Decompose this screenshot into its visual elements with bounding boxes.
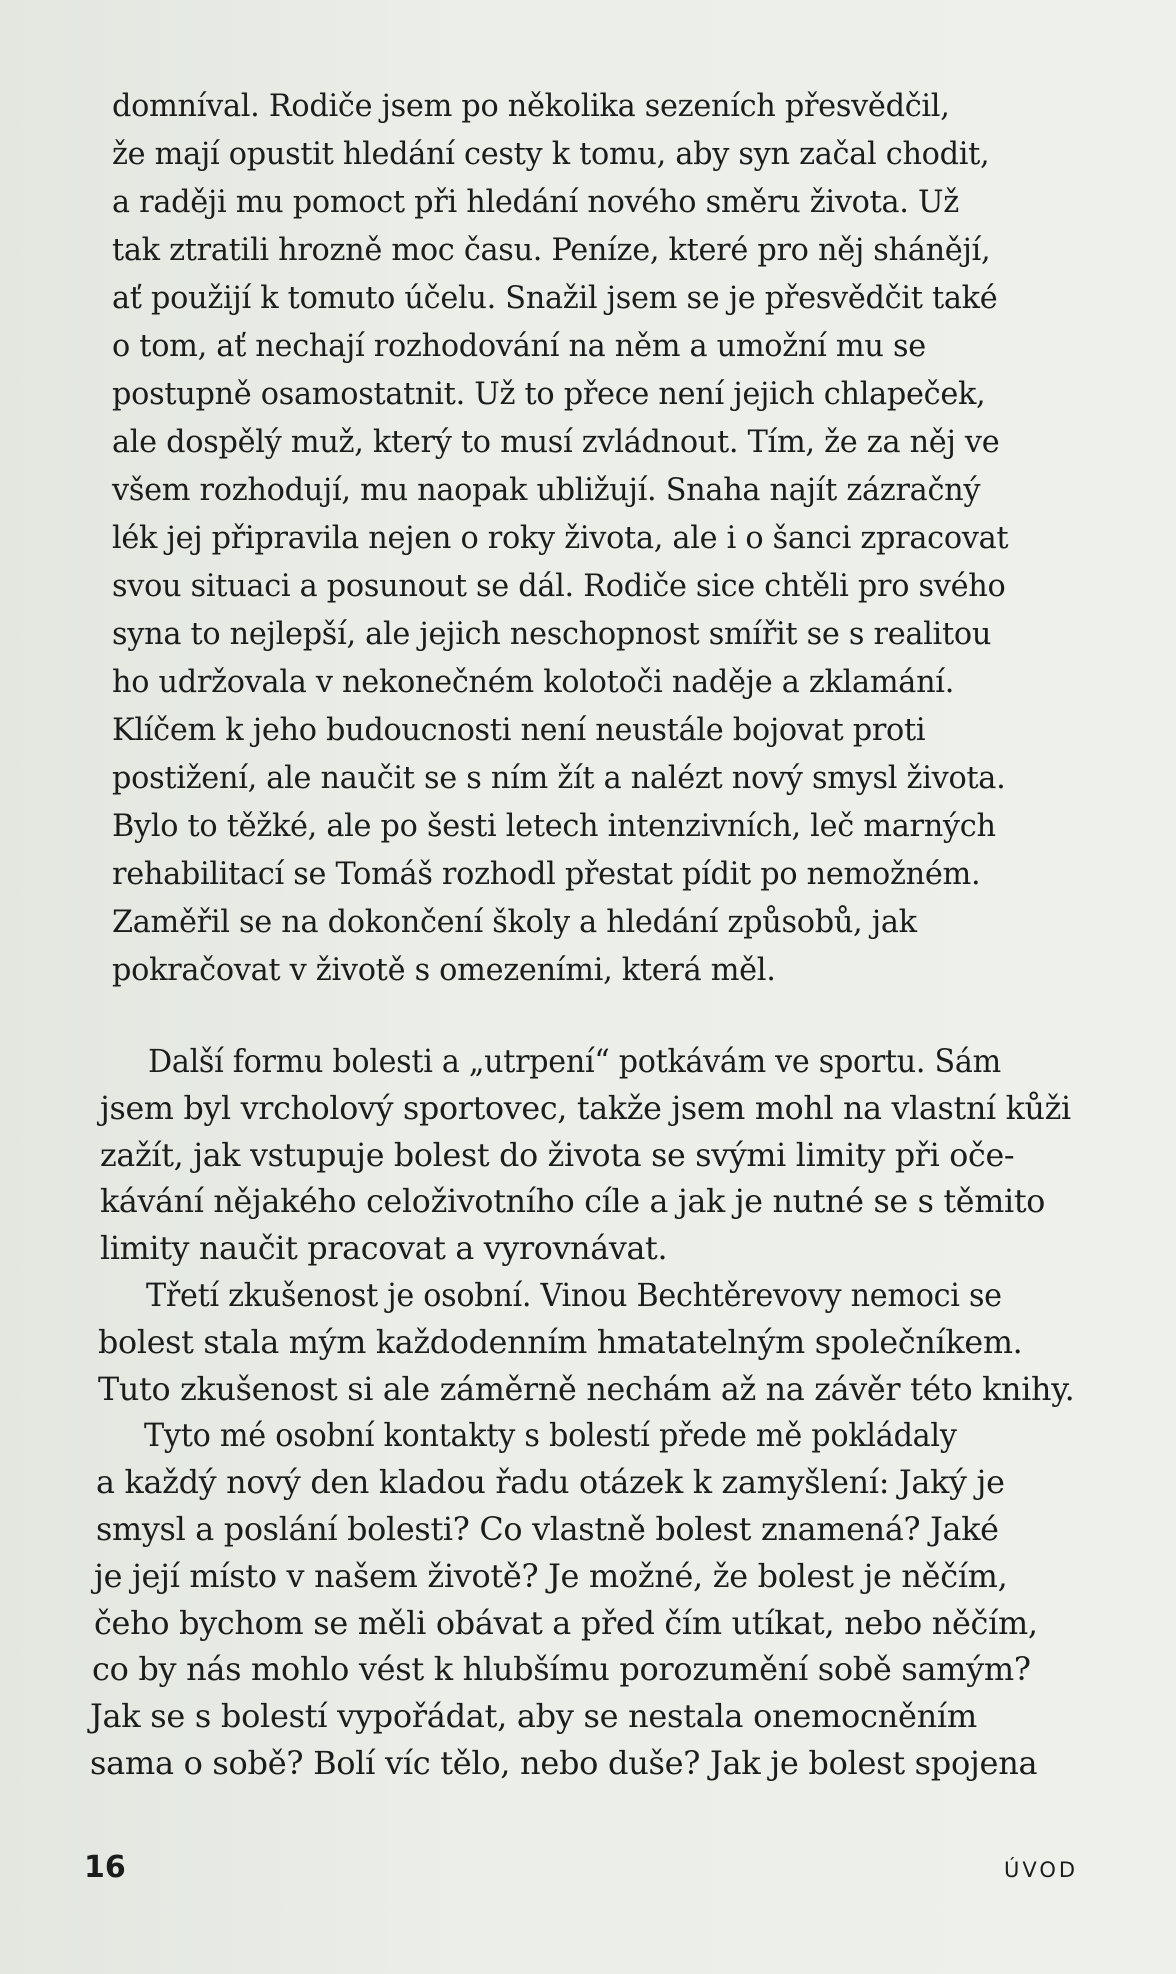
text-line: jsem byl vrcholový sportovec, takže jsem mohl na vlastní kůži: [100, 1088, 1071, 1127]
text-line: ať použijí k tomuto účelu. Snažil jsem se je přesvědčit také: [112, 280, 998, 316]
text-line: Tyto mé osobní kontakty s bolestí přede mě pokládaly: [144, 1416, 957, 1455]
section-label: ÚVOD: [1004, 1858, 1079, 1882]
text-line: postižení, ale naučit se s ním žít a nalézt nový smysl života.: [112, 760, 1006, 796]
text-line: všem rozhodují, mu naopak ubližují. Snaha najít zázračný: [112, 472, 981, 508]
text-line: je její místo v našem životě? Je možné, že bolest je něčím,: [94, 1556, 1008, 1595]
text-line: domníval. Rodiče jsem po několika sezeních přesvědčil,: [112, 88, 950, 124]
text-line: zažít, jak vstupuje bolest do života se svými limity při oče-: [100, 1135, 1015, 1174]
text-line: limity naučit pracovat a vyrovnávat.: [100, 1229, 668, 1268]
text-line: smysl a poslání bolesti? Co vlastně bolest znamená? Jaké: [96, 1509, 999, 1548]
text-line: Tuto zkušenost si ale záměrně nechám až na závěr této knihy.: [98, 1369, 1075, 1408]
text-line: pokračovat v životě s omezeními, která měl.: [112, 952, 776, 988]
text-line: Klíčem k jeho budoucnosti není neustále bojovat proti: [112, 712, 926, 748]
text-line: kávání nějakého celoživotního cíle a jak je nutné se s těmito: [100, 1182, 1046, 1221]
text-line: rehabilitací se Tomáš rozhodl přestat pídit po nemožném.: [112, 856, 981, 892]
text-line: bolest stala mým každodenním hmatatelným společníkem.: [98, 1322, 1023, 1361]
text-line: ale dospělý muž, který to musí zvládnout. Tím, že za něj ve: [112, 424, 1000, 460]
text-line: tak ztratili hrozně moc času. Peníze, které pro něj shánějí,: [112, 232, 991, 268]
text-line: Jak se s bolestí vypořádat, aby se nestala onemocněním: [90, 1697, 977, 1736]
text-line: sama o sobě? Bolí víc tělo, nebo duše? Jak je bolest spojena: [90, 1743, 1038, 1782]
page-number: 16: [84, 1850, 126, 1885]
text-line: a raději mu pomoct při hledání nového směru života. Už: [112, 184, 959, 220]
text-line: čeho bychom se měli obávat a před čím utíkat, nebo něčím,: [94, 1603, 1038, 1642]
text-line: že mají opustit hledání cesty k tomu, aby syn začal chodit,: [112, 136, 990, 172]
text-line: co by nás mohlo vést k hlubšímu porozumění sobě samým?: [92, 1650, 1031, 1689]
text-line: lék jej připravila nejen o roky života, ale i o šanci zpracovat: [112, 520, 1009, 556]
text-line: Zaměřil se na dokončení školy a hledání způsobů, jak: [112, 904, 917, 940]
text-line: ho udržovala v nekonečném kolotoči naděje a zklamání.: [112, 664, 955, 700]
text-line: Další formu bolesti a „utrpení“ potkávám ve sportu. Sám: [148, 1042, 1001, 1080]
text-line: syna to nejlepší, ale jejich neschopnost smířit se s realitou: [112, 616, 992, 652]
text-line: postupně osamostatnit. Už to přece není jejich chlapeček,: [112, 376, 986, 412]
paragraph-continued: [96, 82, 1096, 994]
text-line: svou situaci a posunout se dál. Rodiče sice chtěli pro svého: [112, 568, 1006, 604]
text-line: o tom, ať nechají rozhodování na něm a umožní mu se: [112, 328, 926, 364]
text-line: a každý nový den kladou řadu otázek k zamyšlení: Jaký je: [96, 1463, 1005, 1502]
page-footer: [0, 1848, 1176, 1888]
paragraphs-main: [90, 1038, 1096, 1787]
text-line: Třetí zkušenost je osobní. Vinou Bechtěrevovy nemoci se: [146, 1275, 1002, 1314]
text-line: Bylo to těžké, ale po šesti letech intenzivních, leč marných: [112, 808, 996, 844]
